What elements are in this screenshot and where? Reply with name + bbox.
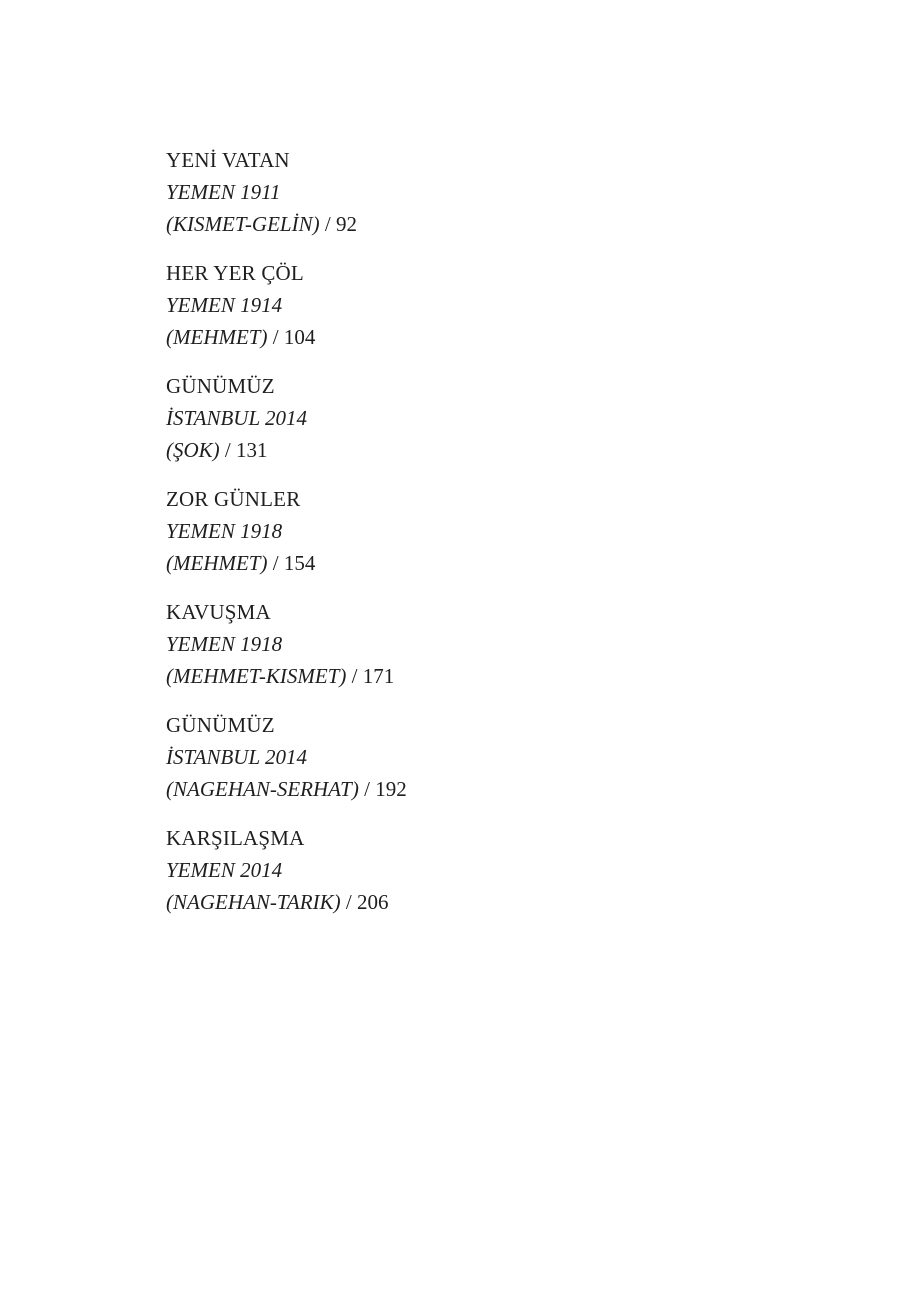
- chapter-title: GÜNÜMÜZ: [166, 713, 275, 737]
- chapter-place-year: İSTANBUL 2014: [166, 745, 307, 769]
- toc-entry: [166, 709, 766, 805]
- toc-entry: [166, 483, 766, 579]
- chapter-characters: (MEHMET): [166, 551, 268, 575]
- page-number: 206: [356, 890, 389, 914]
- toc-entry: [166, 822, 766, 918]
- page-number: 104: [283, 325, 316, 349]
- page-separator: /: [272, 551, 279, 575]
- toc-entry: [166, 370, 766, 466]
- chapter-characters: (KISMET-GELİN): [166, 212, 320, 236]
- chapter-title: GÜNÜMÜZ: [166, 374, 275, 398]
- chapter-characters: (MEHMET): [166, 325, 268, 349]
- page-separator: /: [351, 664, 358, 688]
- page-number: 92: [335, 212, 357, 236]
- page-separator: /: [272, 325, 279, 349]
- chapter-title: KAVUŞMA: [166, 600, 271, 624]
- page-separator: /: [324, 212, 331, 236]
- chapter-place-year: YEMEN 1911: [166, 180, 281, 204]
- chapter-characters: (ŞOK): [166, 438, 220, 462]
- page-number: 192: [375, 777, 407, 801]
- page-number: 154: [283, 551, 316, 575]
- chapter-characters: (NAGEHAN-SERHAT): [166, 777, 359, 801]
- page-separator: /: [224, 438, 231, 462]
- toc-entry: [166, 596, 766, 692]
- toc-entry: [166, 144, 766, 240]
- page-separator: /: [345, 890, 352, 914]
- page-separator: /: [364, 777, 370, 801]
- chapter-place-year: İSTANBUL 2014: [166, 406, 307, 430]
- page-number: 131: [236, 438, 268, 462]
- toc-entry: [166, 257, 766, 353]
- chapter-place-year: YEMEN 2014: [166, 858, 283, 882]
- chapter-title: HER YER ÇÖL: [166, 261, 304, 285]
- table-of-contents: [166, 144, 766, 935]
- chapter-place-year: YEMEN 1918: [166, 632, 283, 656]
- page-number: 171: [362, 664, 395, 688]
- chapter-characters: (MEHMET-KISMET): [166, 664, 347, 688]
- chapter-characters: (NAGEHAN-TARIK): [166, 890, 341, 914]
- chapter-place-year: YEMEN 1918: [166, 519, 283, 543]
- chapter-place-year: YEMEN 1914: [166, 293, 283, 317]
- chapter-title: ZOR GÜNLER: [166, 487, 301, 511]
- chapter-title: KARŞILAŞMA: [166, 826, 305, 850]
- chapter-title: YENİ VATAN: [166, 148, 290, 172]
